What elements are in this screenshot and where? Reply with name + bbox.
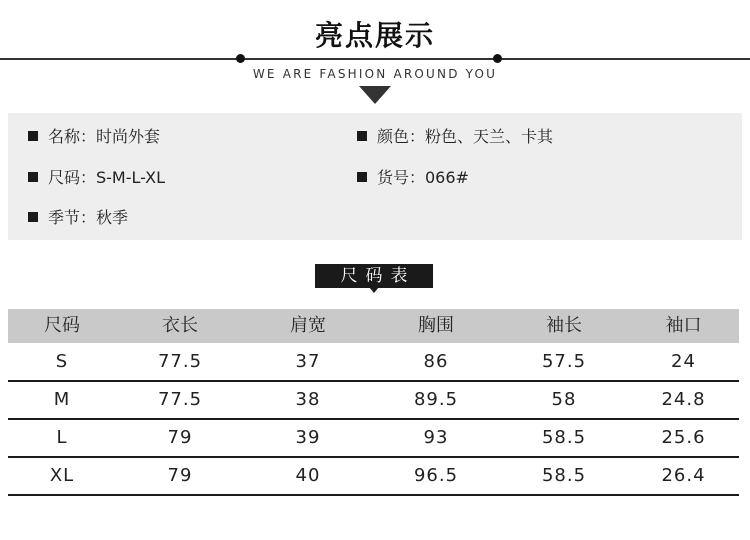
column-header: 衣长 (162, 315, 198, 336)
table-row (8, 457, 739, 495)
table-cell: 38 (295, 389, 321, 410)
table-cell: S (55, 350, 69, 372)
table-cell: 77.5 (157, 389, 203, 410)
square-bullet-icon (357, 172, 367, 182)
column-header: 肩宽 (290, 315, 326, 336)
table-cell: 39 (295, 427, 321, 448)
table-cell: 26.4 (661, 465, 706, 486)
table-cell: 58.5 (541, 427, 587, 448)
table-row (8, 343, 739, 381)
square-bullet-icon (357, 131, 367, 141)
table-cell: 96.5 (413, 465, 459, 486)
table-cell: 86 (423, 350, 449, 372)
info-season-text: 季节：秋季 (48, 208, 129, 227)
info-item-color (357, 126, 553, 148)
info-name-text: 名称：时尚外套 (48, 127, 161, 146)
square-bullet-icon (28, 131, 38, 141)
product-info-panel (8, 113, 742, 240)
page-title: 亮点展示 (314, 19, 435, 52)
header-subtitle: WE ARE FASHION AROUND YOU (252, 67, 498, 81)
square-bullet-icon (28, 212, 38, 222)
table-cell: 79 (167, 427, 193, 448)
info-color-text: 颜色：粉色、天兰、卡其 (377, 127, 554, 146)
table-cell: 79 (167, 465, 193, 486)
info-item-name (28, 126, 160, 148)
table-cell: L (56, 427, 68, 448)
table-cell: 58.5 (541, 465, 587, 486)
table-cell: 57.5 (541, 350, 587, 372)
info-item-season (28, 207, 128, 229)
table-header-row (8, 309, 739, 343)
column-header: 胸围 (418, 315, 454, 336)
table-cell: 89.5 (413, 389, 459, 410)
info-size-text: 尺码：S-M-L-XL (48, 168, 165, 187)
info-item-sku (357, 167, 469, 189)
info-sku-text: 货号：066# (377, 168, 469, 187)
table-cell: 37 (295, 350, 321, 372)
size-chart-heading: 尺码表 (315, 264, 433, 288)
column-header: 袖长 (546, 315, 582, 336)
info-item-size (28, 167, 165, 189)
divider-dot-right (493, 54, 502, 63)
caret-down-icon (369, 287, 379, 293)
table-row (8, 381, 739, 419)
down-triangle-icon (359, 86, 391, 104)
table-cell: 58 (551, 389, 577, 410)
table-cell: 24.8 (661, 389, 706, 410)
table-cell: 25.6 (661, 427, 706, 448)
table-cell: 24 (671, 350, 696, 372)
column-header: 尺码 (44, 315, 80, 336)
column-header: 袖口 (665, 315, 702, 336)
table-cell: 40 (295, 465, 321, 486)
divider-dot-left (236, 54, 245, 63)
size-table (8, 309, 739, 496)
header-divider (0, 58, 750, 60)
square-bullet-icon (28, 172, 38, 182)
table-cell: 77.5 (157, 350, 203, 372)
table-cell: 93 (423, 427, 449, 448)
table-cell: M (53, 389, 71, 410)
table-cell: XL (49, 465, 75, 486)
table-row (8, 419, 739, 457)
